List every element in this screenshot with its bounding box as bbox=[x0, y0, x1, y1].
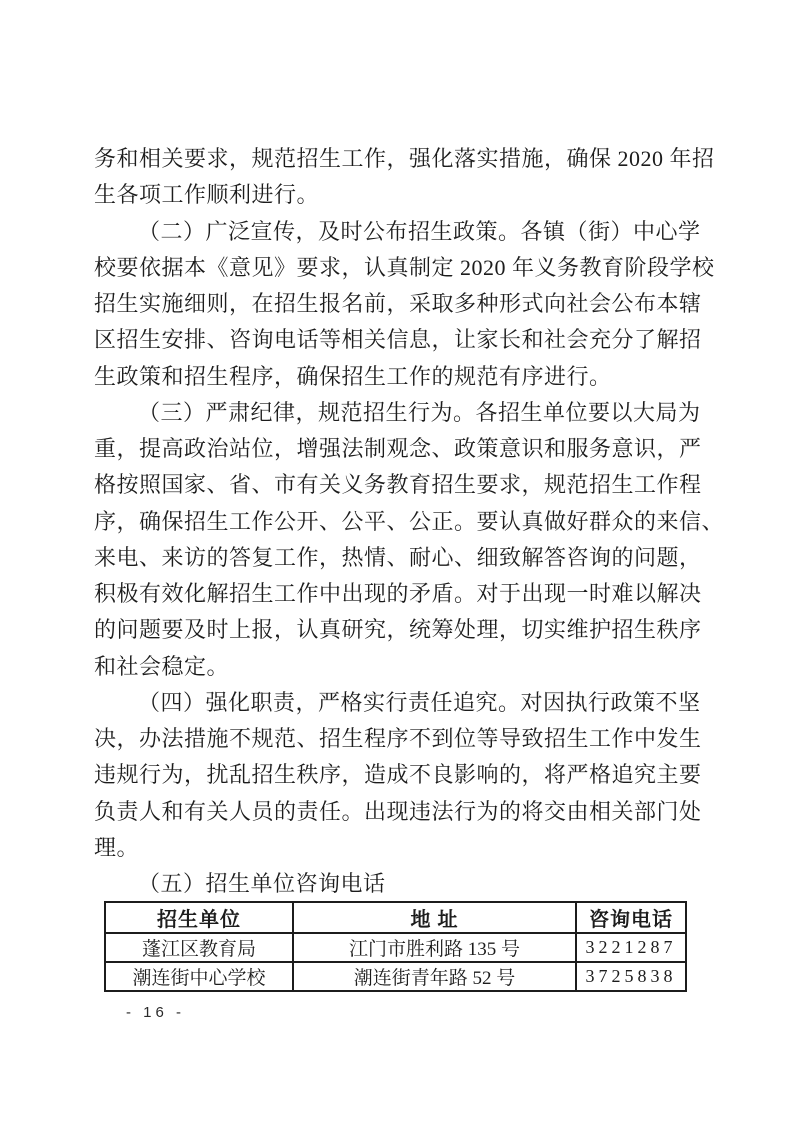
text-line: 和社会稳定。 bbox=[94, 653, 230, 679]
text-line: 的问题要及时上报，认真研究，统筹处理，切实维护招生秩序 bbox=[94, 617, 702, 643]
column-header-phone: 咨询电话 bbox=[576, 902, 686, 933]
text-line: 格按照国家、省、市有关义务教育招生要求，规范招生工作程 bbox=[94, 472, 702, 498]
text-line: 生各项工作顺利进行。 bbox=[94, 182, 320, 208]
column-header-unit: 招生单位 bbox=[105, 902, 293, 933]
text-line: 区招生安排、咨询电话等相关信息，让家长和社会充分了解招 bbox=[94, 327, 702, 353]
page-number: - 16 - bbox=[126, 1004, 186, 1021]
text-line-section-3: （三）严肃纪律，规范招生行为。各招生单位要以大局为 bbox=[138, 399, 701, 425]
text-line: 生政策和招生程序，确保招生工作的规范有序进行。 bbox=[94, 363, 612, 389]
text-line: 违规行为，扰乱招生秩序，造成不良影响的，将严格追究主要 bbox=[94, 762, 702, 788]
table-header-row bbox=[105, 902, 686, 933]
text-line: 重，提高政治站位，增强法制观念、政策意识和服务意识，严 bbox=[94, 436, 702, 461]
text-line: 务和相关要求，规范招生工作，强化落实措施，确保 2020 年招 bbox=[94, 146, 715, 171]
address-cell: 潮连街青年路 52 号 bbox=[293, 962, 576, 991]
table-row bbox=[105, 962, 686, 991]
text-line-section-5: （五）招生单位咨询电话 bbox=[138, 871, 386, 896]
text-line: 决，办法措施不规范、招生程序不到位等导致招生工作中发生 bbox=[94, 726, 702, 751]
text-line: 来电、来访的答复工作，热情、耐心、细致解答咨询的问题， bbox=[94, 544, 702, 570]
phone-cell: 3221287 bbox=[576, 933, 686, 962]
phone-cell: 3725838 bbox=[576, 962, 686, 991]
text-line: 理。 bbox=[94, 834, 140, 860]
document-body bbox=[94, 141, 725, 902]
text-line: 校要依据本《意见》要求，认真制定 2020 年义务教育阶段学校 bbox=[94, 254, 715, 280]
unit-cell: 蓬江区教育局 bbox=[105, 933, 293, 962]
unit-cell: 潮连街中心学校 bbox=[105, 962, 293, 991]
column-header-address: 地 址 bbox=[293, 902, 576, 933]
text-line: 序，确保招生工作公开、公平、公正。要认真做好群众的来信、 bbox=[94, 508, 725, 534]
text-line: 负责人和有关人员的责任。出现违法行为的将交由相关部门处 bbox=[94, 798, 702, 824]
text-line-section-4: （四）强化职责，严格实行责任追究。对因执行政策不坚 bbox=[138, 689, 701, 715]
enrollment-contact-table bbox=[104, 901, 687, 992]
text-line-section-2: （二）广泛宣传，及时公布招生政策。各镇（街）中心学 bbox=[138, 218, 701, 244]
text-line: 招生实施细则，在招生报名前，采取多种形式向社会公布本辖 bbox=[94, 291, 702, 316]
text-line: 积极有效化解招生工作中出现的矛盾。对于出现一时难以解决 bbox=[94, 581, 702, 606]
table-row bbox=[105, 933, 686, 962]
address-cell: 江门市胜利路 135 号 bbox=[293, 933, 576, 962]
